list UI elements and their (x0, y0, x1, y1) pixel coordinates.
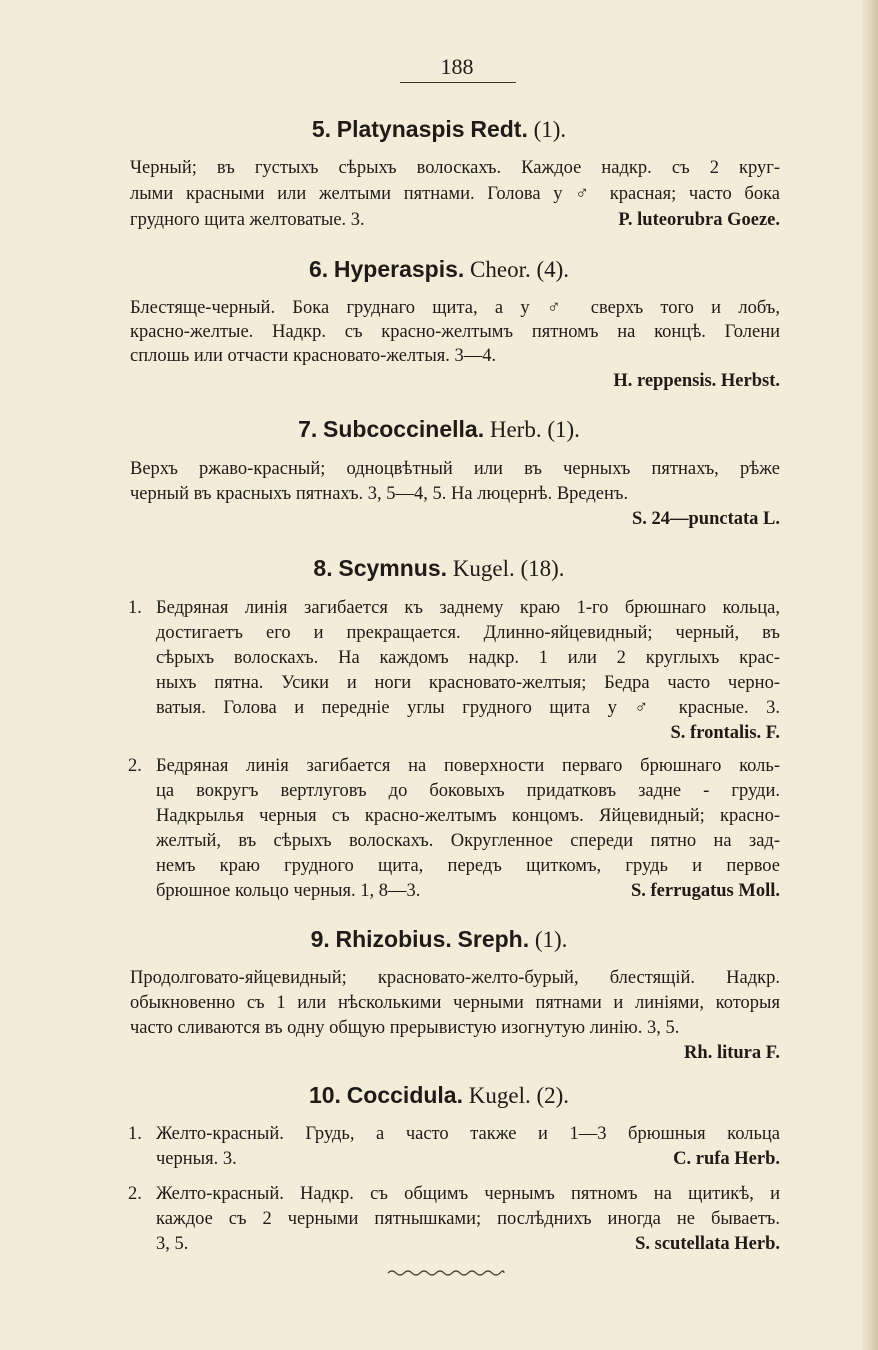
text-line: 3, 5. (156, 1234, 189, 1254)
text-line: Продолговато-яйцевидный; красновато-желто-бурый, блестящій. Надкр. (130, 968, 780, 988)
section-heading (0, 256, 878, 283)
text-line: Черный; въ густыхъ сѣрыхъ волоскахъ. Каждое надкр. съ 2 круг- (130, 158, 780, 178)
text-line: лыми красными или желтыми пятнами. Голова у ♂ красная; часто бока (130, 184, 780, 204)
section-number: 10. (308, 1082, 341, 1108)
genus-author: Redt. (470, 116, 528, 142)
text-line: Блестяще-черный. Бока груднаго щита, а у ♂ сверхъ того и лобъ, (130, 298, 780, 318)
text-line: Бедряная линія загибается на поверхности перваго брюшнаго коль- (156, 756, 780, 776)
text-line: Желто-красный. Надкр. съ общимъ чернымъ пятномъ на щитикѣ, и (156, 1184, 780, 1204)
text-line: обыкновенно съ 1 или нѣсколькими черными пятнами и линіями, которыя (130, 993, 780, 1013)
text-line: каждое съ 2 черными пятнышками; послѣднихъ иногда не бываетъ. (156, 1209, 780, 1229)
text-line: достигаетъ его и прекращается. Длинно-яйцевидный; черный, въ (156, 623, 780, 643)
item-number: 2. (128, 756, 142, 776)
text-line: ца вокругъ вертлуговъ до боковыхъ придатковъ задне - груди. (156, 781, 780, 801)
text-line: Бедряная линія загибается къ заднему краю 1-го брюшнаго кольца, (156, 598, 780, 618)
text-line: грудного щита желтоватые. 3. (130, 210, 365, 230)
page-number-rule (400, 82, 516, 83)
text-line: Желто-красный. Грудь, а часто также и 1—3 брюшныя кольца (156, 1124, 780, 1144)
species-count: (1). (534, 927, 568, 952)
species-count: (2). (536, 1083, 570, 1108)
genus-author: Kugel. (452, 556, 515, 581)
item-number: 1. (128, 1124, 142, 1144)
species-count: (1). (533, 117, 567, 142)
species-count: (4). (536, 257, 570, 282)
species-name: Rh. litura F. (684, 1043, 780, 1063)
genus-name: Rhizobius. (335, 926, 452, 952)
section-heading (0, 555, 878, 582)
species-count: (1). (547, 417, 580, 442)
genus-author: Herb. (489, 417, 542, 442)
species-name: P. luteorubra Goeze. (618, 210, 780, 230)
section-number: 5. (311, 116, 331, 142)
end-ornament-icon (386, 1268, 506, 1278)
text-line: часто сливаются въ одну общую прерывистую изогнутую линію. 3, 5. (130, 1018, 680, 1038)
genus-name: Scymnus. (338, 555, 448, 581)
genus-name: Hyperaspis. (333, 256, 465, 282)
section-heading (0, 116, 878, 143)
text-line: черныя. 3. (156, 1149, 237, 1169)
text-line: Надкрылья черныя съ красно-желтымъ концомъ. Яйцевидный; красно- (156, 806, 780, 826)
text-line: немъ краю грудного щита, передъ щиткомъ, грудь и первое (156, 856, 780, 876)
text-line: желтый, въ сѣрыхъ волоскахъ. Округленное спереди пятно на зад- (156, 831, 780, 851)
species-name: S. frontalis. F. (670, 723, 780, 743)
text-line: сплошь или отчасти красновато-желтыя. 3—4. (130, 346, 497, 366)
text-line: ватыя. Голова и передніе углы грудного щита у ♂ красные. 3. (156, 698, 780, 718)
species-name: S. ferrugatus Moll. (630, 881, 780, 901)
section-number: 7. (298, 416, 318, 442)
genus-author: Sreph. (457, 926, 530, 952)
genus-name: Subcoccinella. (323, 416, 485, 442)
species-name: S. 24—punctata L. (631, 509, 780, 529)
text-line: красно-желтые. Надкр. съ красно-желтымъ пятномъ на концѣ. Голени (130, 322, 780, 342)
item-number: 1. (128, 598, 142, 618)
item-number: 2. (128, 1184, 142, 1204)
section-heading (0, 1082, 878, 1109)
section-number: 6. (308, 256, 329, 282)
genus-name: Coccidula. (346, 1082, 463, 1108)
text-line: черный въ красныхъ пятнахъ. 3, 5—4, 5. На люцернѣ. Вреденъ. (130, 484, 629, 504)
section-number: 8. (313, 555, 333, 581)
genus-name: Platynaspis (336, 116, 465, 142)
species-name: C. rufa Herb. (673, 1149, 780, 1169)
text-line: сѣрыхъ волоскахъ. На каждомъ надкр. 1 или 2 круглыхъ крас- (156, 648, 780, 668)
species-name: S. scutellata Herb. (635, 1234, 780, 1254)
genus-author: Kugel. (468, 1083, 531, 1108)
species-name: H. reppensis. Herbst. (613, 371, 780, 391)
genus-author: Cheor. (470, 257, 531, 282)
page-edge (862, 0, 878, 1350)
page-number: 188 (440, 54, 474, 79)
section-number: 9. (310, 926, 330, 952)
section-heading (0, 926, 878, 953)
text-line: Верхъ ржаво-красный; одноцвѣтный или въ черныхъ пятнахъ, рѣже (130, 459, 780, 479)
species-count: (18). (520, 556, 565, 581)
text-line: брюшное кольцо черныя. 1, 8—3. (156, 881, 421, 901)
section-heading (0, 416, 878, 443)
text-line: ныхъ пятна. Усики и ноги красновато-желтыя; Бедра часто черно- (156, 673, 780, 693)
